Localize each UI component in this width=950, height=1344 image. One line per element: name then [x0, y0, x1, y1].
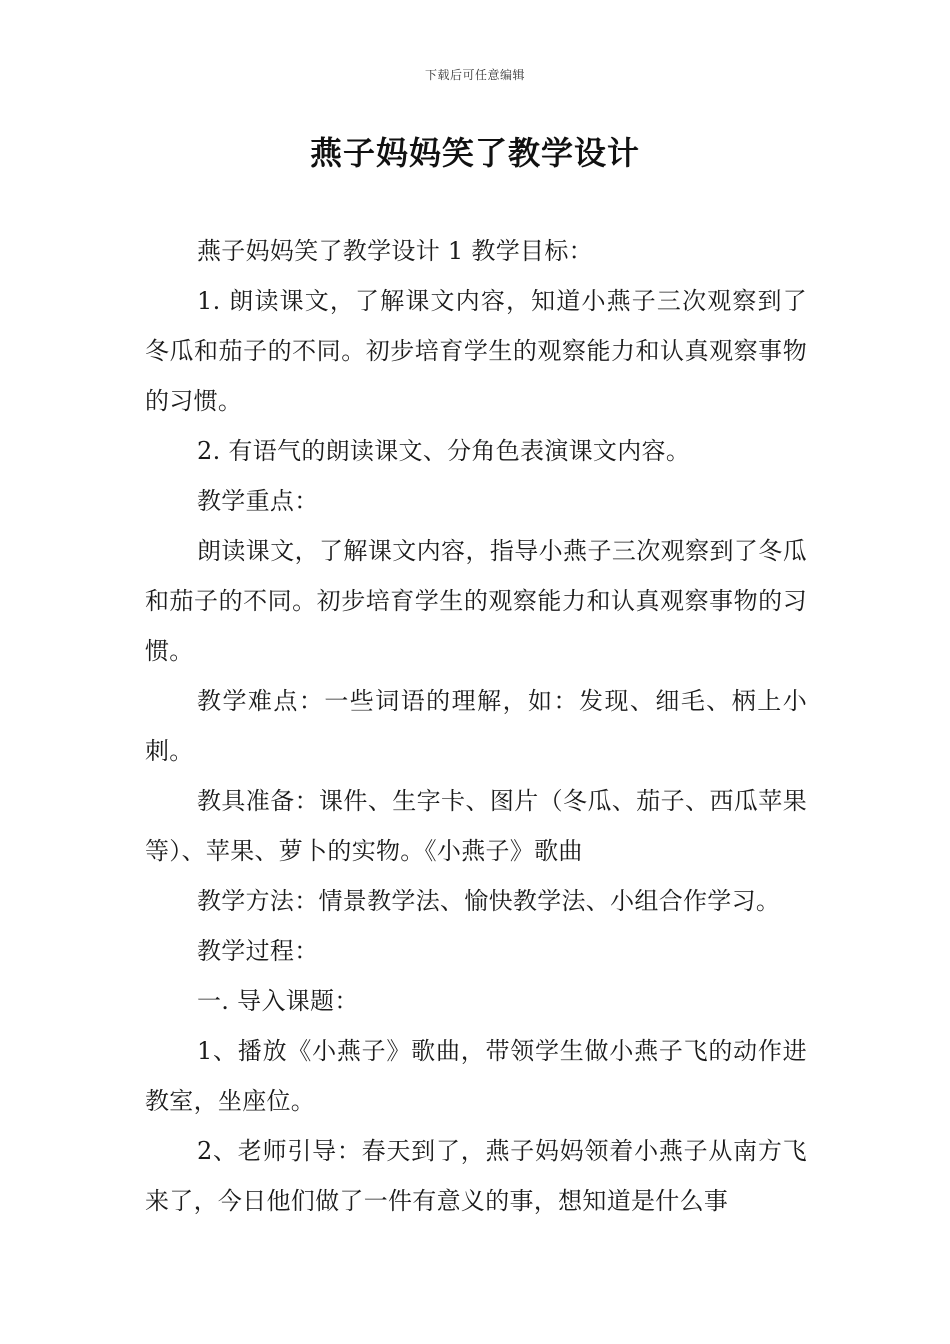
paragraph-materials: 教具准备：课件、生字卡、图片（冬瓜、茄子、西瓜苹果等）、苹果、萝卜的实物。《小燕子》歌曲: [145, 787, 807, 865]
document-title: 燕子妈妈笑了教学设计: [309, 134, 640, 172]
paragraph-step-2: 2、老师引导：春天到了，燕子妈妈领着小燕子从南方飞来了，今日他们做了一件有意义的事，想知道是什么事: [145, 1137, 807, 1215]
paragraph-key-points: 朗读课文，了解课文内容，指导小燕子三次观察到了冬瓜和茄子的不同。初步培育学生的观察能力和认真观察事物的习惯。: [145, 537, 807, 665]
paragraph-objective-2: 2. 有语气的朗读课文、分角色表演课文内容。: [197, 437, 691, 465]
paragraph-step-1: 1、播放《小燕子》歌曲，带领学生做小燕子飞的动作进教室，坐座位。: [145, 1037, 807, 1115]
paragraph-difficulties: 教学难点：一些词语的理解，如：发现、细毛、柄上小刺。: [145, 687, 807, 765]
paragraph-key-points-heading: 教学重点：: [197, 487, 319, 515]
paragraph-objectives-heading: 燕子妈妈笑了教学设计 1 教学目标：: [197, 237, 593, 265]
paragraph-section-intro: 一. 导入课题：: [197, 987, 359, 1015]
paragraph-methods: 教学方法：情景教学法、愉快教学法、小组合作学习。: [197, 887, 781, 915]
header-note: 下载后可任意编辑: [424, 68, 525, 82]
paragraph-objective-1: 1. 朗读课文，了解课文内容，知道小燕子三次观察到了冬瓜和茄子的不同。初步培育学生的观察能力和认真观察事物的习惯。: [145, 287, 807, 415]
document-body: [145, 226, 807, 1226]
paragraph-process-heading: 教学过程：: [197, 937, 319, 965]
